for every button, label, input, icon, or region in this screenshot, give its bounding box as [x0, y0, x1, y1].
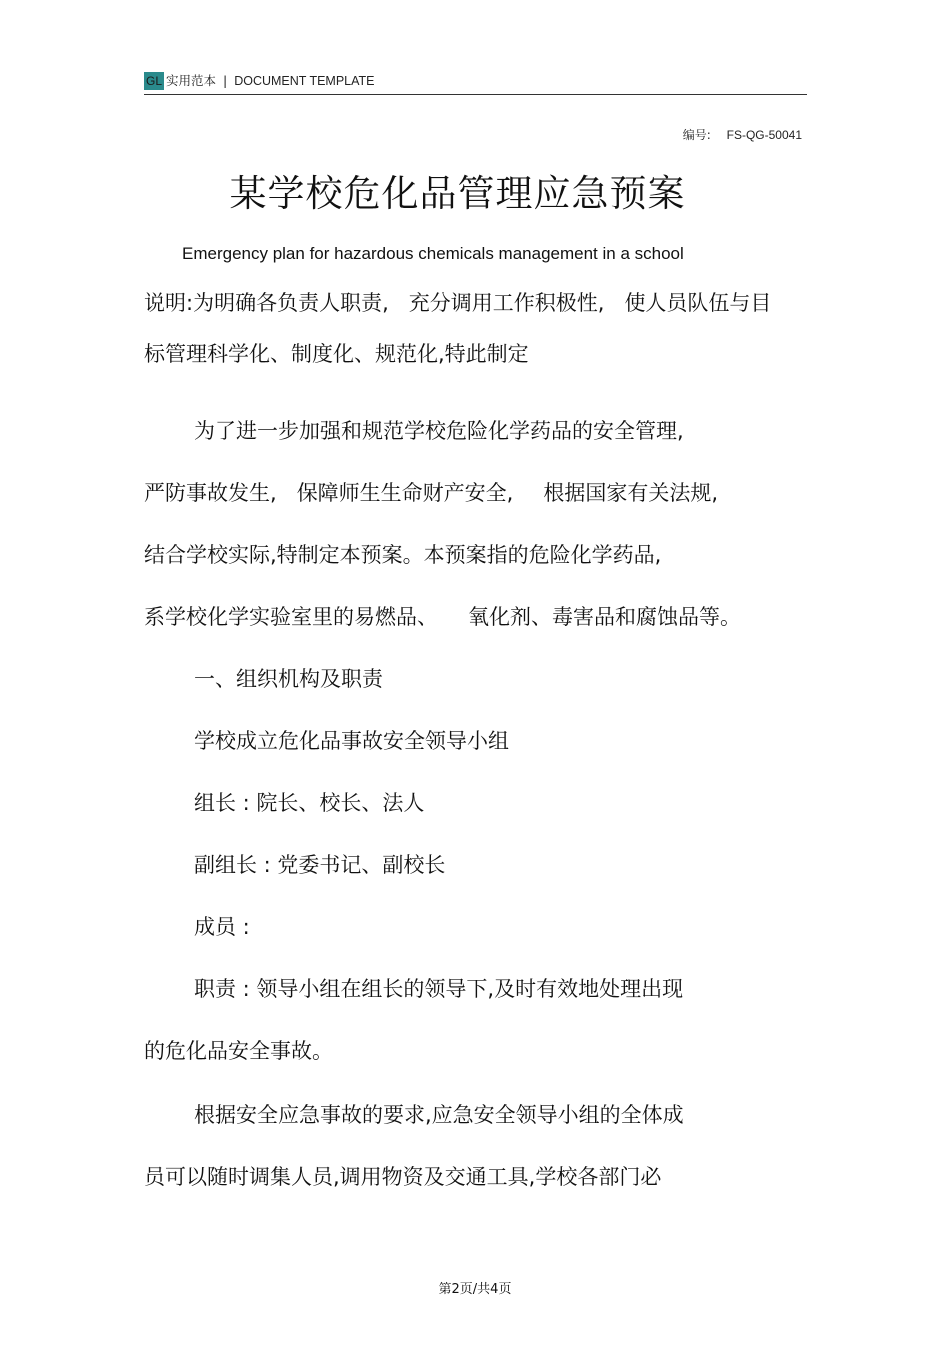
- paragraph-2-line-1: 根据安全应急事故的要求,应急安全领导小组的全体成: [194, 1103, 684, 1127]
- paragraph-1-line-3: 结合学校实际,特制定本预案。本预案指的危险化学药品,: [144, 543, 662, 567]
- section-heading: 一、组织机构及职责: [194, 667, 383, 691]
- description-line-2: 标管理科学化、制度化、规范化,特此制定: [144, 342, 529, 366]
- paragraph-2-line-2: 员可以随时调集人员,调用物资及交通工具,学校各部门必: [144, 1165, 662, 1189]
- description-line-1: [144, 288, 771, 318]
- paragraph-1-line-2: [144, 478, 718, 508]
- paragraph-1-line-2-part-c: 根据国家有关法规,: [543, 481, 719, 505]
- header-label: [166, 72, 375, 90]
- paragraph-1-line-4-part-a: 系学校化学实验室里的易燃品、: [144, 605, 438, 629]
- document-number: [683, 126, 802, 143]
- document-header: [144, 70, 807, 95]
- paragraph-1-line-2-part-b: 保障师生生命财产安全,: [296, 481, 514, 505]
- paragraph-1-line-4: [144, 602, 741, 632]
- gl-logo: GL: [145, 74, 162, 88]
- header-separator: |: [223, 73, 228, 88]
- members-line: 成员 :: [194, 915, 250, 939]
- paragraph-1-line-4-part-b: 氧化剂、毒害品和腐蚀品等。: [468, 605, 741, 629]
- document-number-code: FS-QG-50041: [726, 128, 802, 142]
- description-line-1-part-b: 充分调用工作积极性,: [408, 291, 605, 315]
- header-template-label: DOCUMENT TEMPLATE: [234, 74, 375, 88]
- deputy-leader-line: 副组长 : 党委书记、副校长: [194, 853, 446, 877]
- header-brand: 实用范本: [166, 73, 217, 88]
- group-established: 学校成立危化品事故安全领导小组: [194, 729, 509, 753]
- duty-line-1: 职责 : 领导小组在组长的领导下,及时有效地处理出现: [194, 977, 684, 1001]
- document-number-label: 编号:: [682, 128, 711, 142]
- document-title: 某学校危化品管理应急预案: [229, 172, 686, 215]
- paragraph-1-line-2-part-a: 严防事故发生,: [144, 481, 277, 505]
- duty-line-2: 的危化品安全事故。: [144, 1039, 333, 1063]
- description-line-1-part-a: 说明:为明确各负责人职责,: [144, 291, 389, 315]
- paragraph-1-line-1: 为了进一步加强和规范学校危险化学药品的安全管理,: [194, 419, 684, 443]
- leader-line: 组长 : 院长、校长、法人: [194, 791, 425, 815]
- page-indicator: 第2页/共4页: [438, 1282, 512, 1297]
- document-subtitle: Emergency plan for hazardous chemicals management in a school: [182, 244, 684, 263]
- description-line-1-part-c: 使人员队伍与目: [624, 291, 772, 315]
